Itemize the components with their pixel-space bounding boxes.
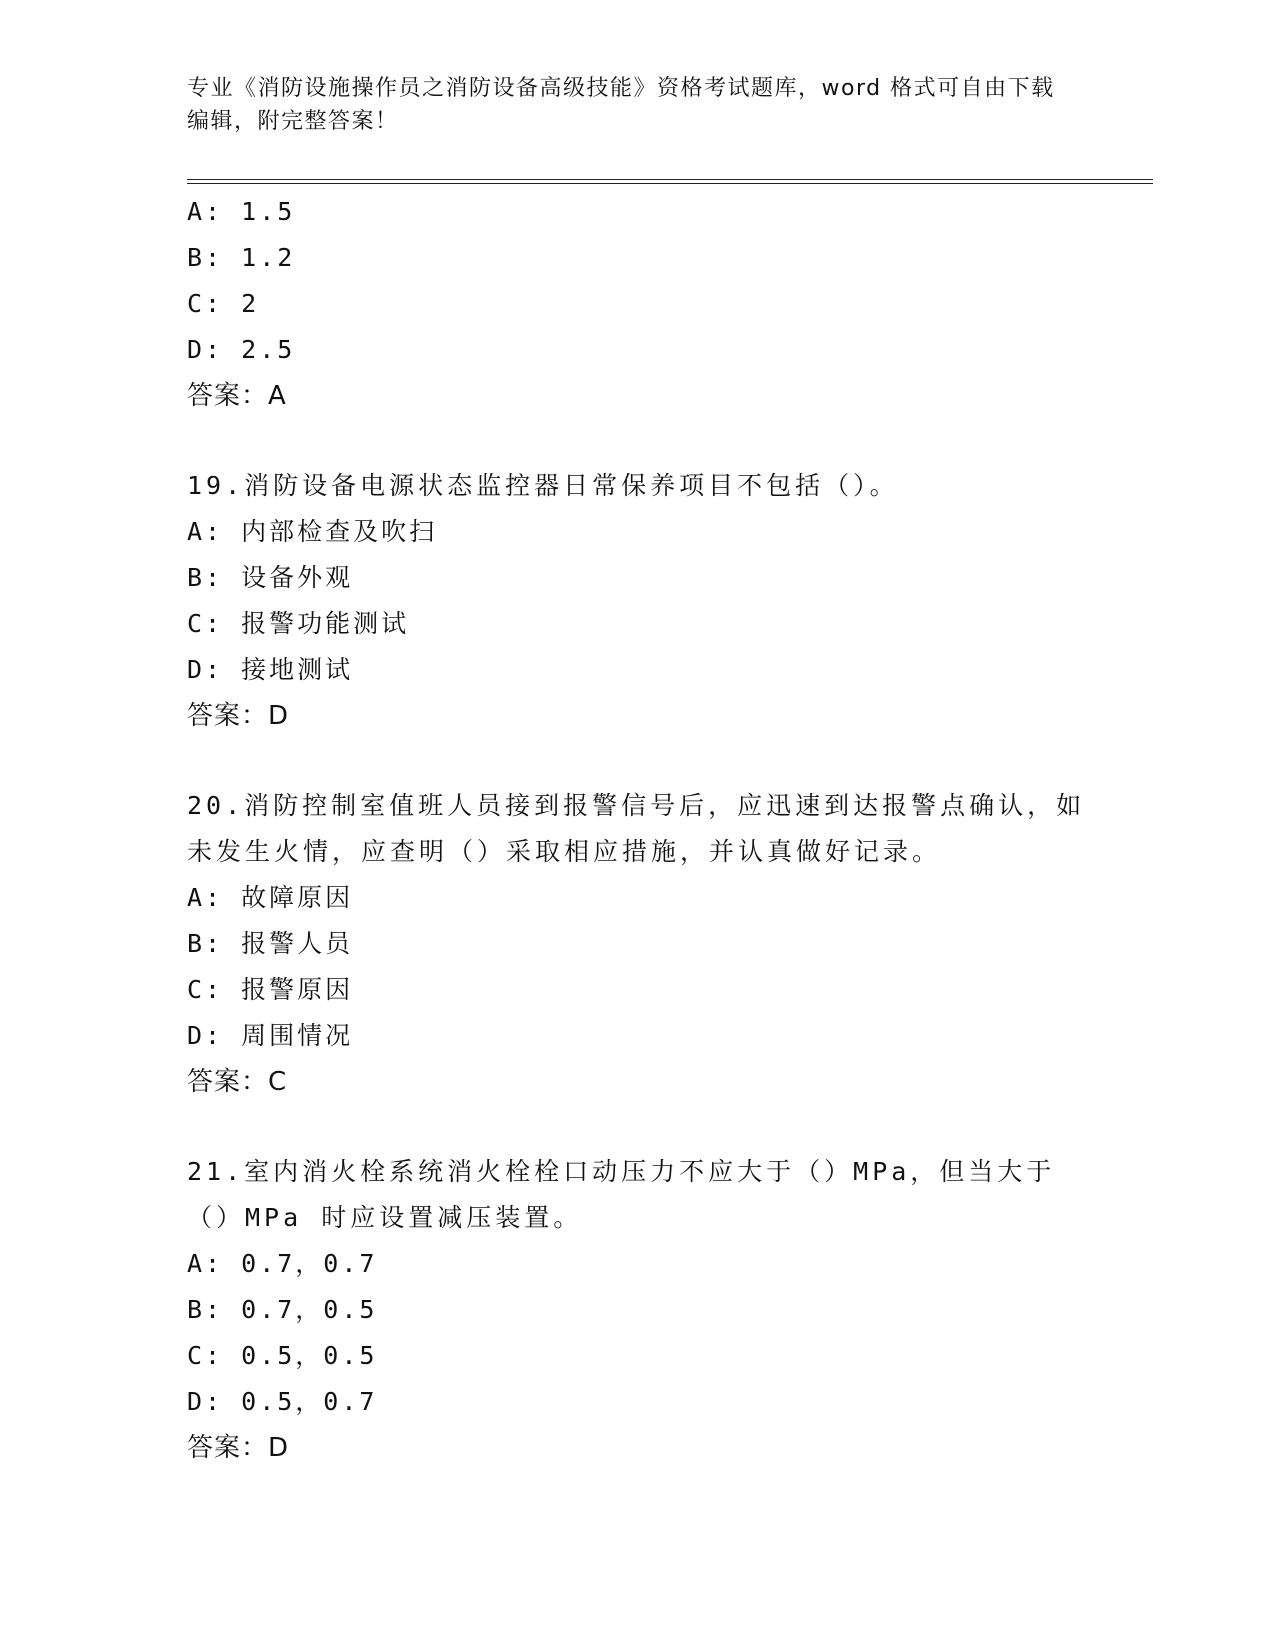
question-stem: 20.消防控制室值班人员接到报警信号后，应迅速到达报警点确认，如未发生火情，应查明（）采取相应措施，并认真做好记录。 [187,791,1086,866]
option-d: D: 接地测试 [187,655,354,684]
answer: 答案：A [187,381,287,411]
answer: 答案：D [187,1433,290,1463]
option-b: B: 设备外观 [187,563,354,592]
option-b: B: 0.7，0.5 [187,1295,378,1324]
option-a: A: 内部检查及吹扫 [187,517,438,546]
option-d: D: 0.5，0.7 [187,1387,378,1416]
option-c: C: 2 [187,289,260,318]
option-c: C: 报警功能测试 [187,609,410,638]
option-d: D: 2.5 [187,335,296,364]
answer: 答案：C [187,1067,288,1097]
question-list [187,189,1087,1471]
header-divider-top [187,179,1153,180]
document-header: 专业《消防设施操作员之消防设备高级技能》资格考试题库，word 格式可自由下载编辑，附完整答案！ [187,76,1055,134]
question-stem: 21.室内消火栓系统消火栓栓口动压力不应大于（）MPa，但当大于（）MPa 时应设置减压装置。 [187,1157,1056,1232]
option-b: B: 1.2 [187,243,296,272]
option-d: D: 周围情况 [187,1021,354,1050]
question-18 [187,189,1087,419]
header-divider-bottom [187,183,1153,184]
option-c: C: 0.5，0.5 [187,1341,378,1370]
question-20 [187,783,1087,1105]
option-a: A: 故障原因 [187,883,354,912]
option-a: A: 0.7，0.7 [187,1249,378,1278]
answer: 答案：D [187,701,290,731]
option-a: A: 1.5 [187,197,296,226]
question-19 [187,463,1087,739]
question-stem: 19.消防设备电源状态监控器日常保养项目不包括（）。 [187,471,899,500]
question-21 [187,1149,1087,1471]
option-b: B: 报警人员 [187,929,354,958]
option-c: C: 报警原因 [187,975,354,1004]
